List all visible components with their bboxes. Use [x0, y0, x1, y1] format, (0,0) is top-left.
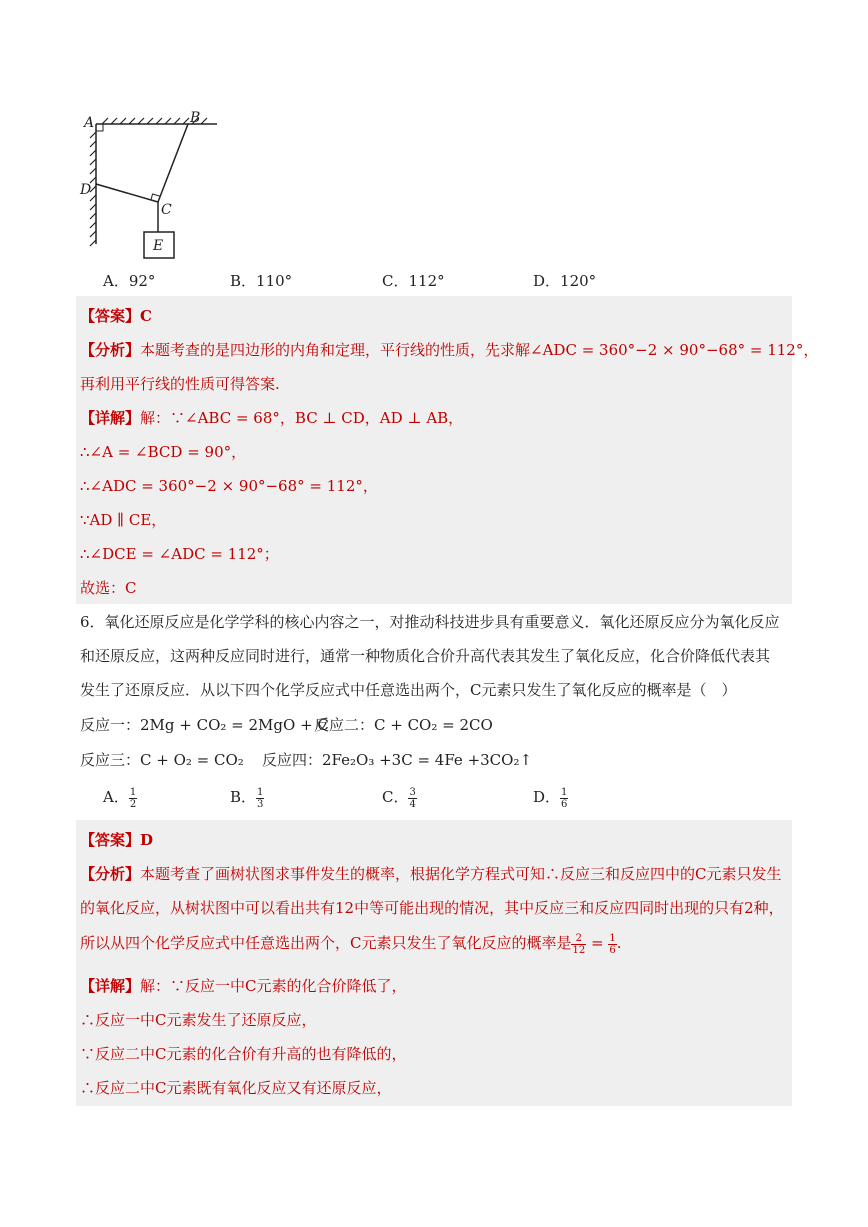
- q5-detail-line-3: ∴∠ADC = 360°−2 × 90°−68° = 112°，: [80, 477, 378, 495]
- q5-option-a: A．92°: [103, 272, 156, 290]
- q6-answer: 【答案】D: [80, 831, 154, 849]
- q6-analysis-line-3: 所以从四个化学反应式中任意选出两个，C元素只发生了氧化反应的概率是 $\frac{2}{12}$ = $\frac{1}{6}$ .: [80, 932, 622, 956]
- label-E: E: [153, 238, 164, 254]
- label-B: B: [190, 110, 201, 126]
- q5-option-b: B．110°: [230, 272, 293, 290]
- q6-detail-line-1: 【详解】解：∵反应一中C元素的化合价降低了，: [80, 977, 407, 995]
- q6-detail-line-2: ∴反应一中C元素发生了还原反应，: [80, 1011, 317, 1029]
- q6-option-b: B． $\frac{1}{3}$: [230, 786, 264, 810]
- q6-detail-line-3: ∵反应二中C元素的化合价有升高的也有降低的，: [80, 1045, 407, 1063]
- q5-detail-line-2: ∴∠A = ∠BCD = 90°，: [80, 443, 247, 461]
- q5-analysis-line-2: 再利用平行线的性质可得答案.: [80, 375, 280, 393]
- q5-detail-line-4: ∵AD ∥ CE，: [80, 511, 167, 529]
- q6-reaction-3: 反应三：C + O₂ = CO₂: [80, 751, 244, 769]
- q5-answer-box: [76, 296, 819, 604]
- q5-detail-line-1: 【详解】解：∵∠ABC = 68°，BC ⊥ CD，AD ⊥ AB，: [80, 409, 464, 427]
- q6-answer-box: [76, 820, 792, 1106]
- q5-option-d: D．120°: [533, 272, 597, 290]
- q5-analysis-line-1: 【分析】本题考查的是四边形的内角和定理，平行线的性质，先求解∠ADC = 360°−2 × 90°−68° = 112°，: [80, 341, 819, 359]
- q6-option-d: D． $\frac{1}{6}$: [533, 786, 568, 810]
- q6-detail-line-4: ∴反应二中C元素既有氧化反应又有还原反应，: [80, 1079, 392, 1097]
- label-D: D: [80, 182, 92, 198]
- label-A: A: [84, 115, 95, 131]
- q6-reaction-1: 反应一：2Mg + CO₂ = 2MgO + C: [80, 716, 329, 734]
- q5-detail-line-6: 故选：C: [80, 579, 137, 597]
- q6-analysis-line-1: 【分析】本题考查了画树状图求事件发生的概率，根据化学方程式可知∴反应三和反应四中的C元素只发生: [80, 865, 782, 883]
- q6-option-c: C． $\frac{3}{4}$: [382, 786, 416, 810]
- q5-option-c: C．112°: [382, 272, 445, 290]
- q6-stem-line-2: 和还原反应，这两种反应同时进行，通常一种物质化合价升高代表其发生了氧化反应，化合价降低代表其: [80, 647, 771, 665]
- q6-analysis-line-2: 的氧化反应，从树状图中可以看出共有12中等可能出现的情况，其中反应三和反应四同时出现的只有2种，: [80, 899, 784, 917]
- label-C: C: [161, 202, 172, 218]
- q6-stem-line-1: 6．氧化还原反应是化学学科的核心内容之一，对推动科技进步具有重要意义．氧化还原反应分为氧化反应: [80, 613, 780, 631]
- q5-answer: 【答案】C: [80, 307, 152, 325]
- q6-stem-line-3: 发生了还原反应．从以下四个化学反应式中任意选出两个，C元素只发生了氧化反应的概率是（ ）: [80, 681, 737, 699]
- q6-reaction-4: 反应四：2Fe₂O₃ +3C = 4Fe +3CO₂↑: [262, 751, 533, 769]
- q6-option-a: A． $\frac{1}{2}$: [103, 786, 137, 810]
- q5-detail-line-5: ∴∠DCE = ∠ADC = 112°；: [80, 545, 279, 563]
- q6-reaction-2: 反应二：C + CO₂ = 2CO: [314, 716, 493, 734]
- geometry-figure: [72, 102, 232, 268]
